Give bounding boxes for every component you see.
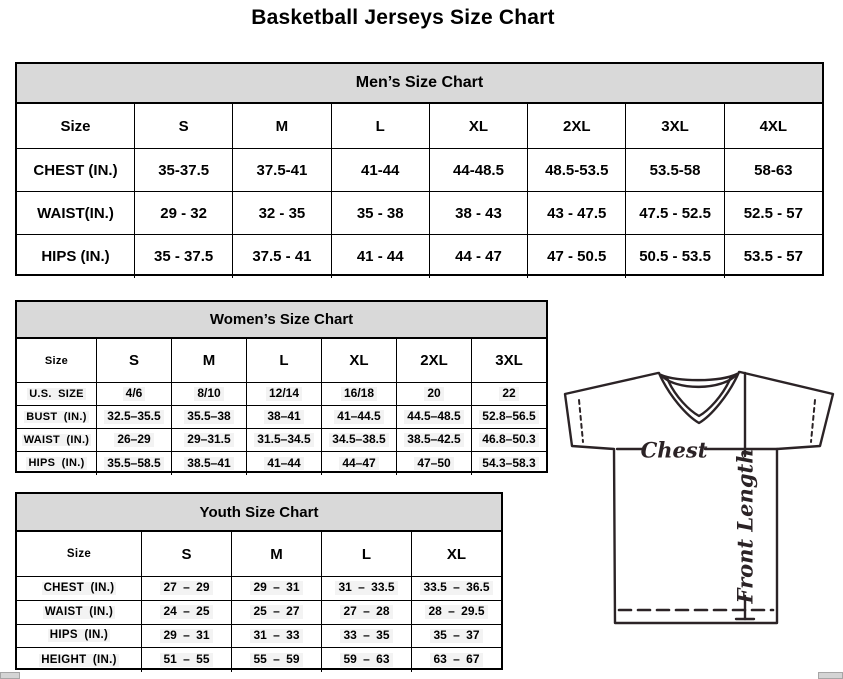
value-cell: 47 - 50.5	[528, 235, 626, 278]
value-cell	[232, 648, 322, 672]
value-cell: 50.5 - 53.5	[626, 235, 724, 278]
corner-cell: Size	[17, 339, 97, 382]
cell-value: 54.3–58.3	[479, 457, 538, 471]
value-cell: 35-37.5	[135, 149, 233, 191]
cell-value: 31.5–34.5	[254, 433, 313, 447]
mens-size-table	[15, 62, 824, 276]
value-cell	[322, 429, 397, 451]
cell-value: U.S. SIZE	[29, 387, 84, 400]
value-cell	[172, 429, 247, 451]
cell-value: 4/6	[123, 387, 146, 401]
size-header-cell: M	[172, 339, 247, 382]
cell-value: 59 – 63	[340, 653, 392, 667]
table-row	[17, 149, 822, 192]
value-cell	[412, 648, 501, 672]
value-cell	[97, 429, 172, 451]
size-header-cell: M	[232, 532, 322, 576]
size-header-cell: 2XL	[528, 104, 626, 148]
row-label-cell	[17, 406, 97, 428]
cell-value: 26–29	[114, 433, 153, 447]
size-header-row	[17, 339, 546, 383]
value-cell: 53.5-58	[626, 149, 724, 191]
cell-value: 35.5–58.5	[104, 457, 163, 471]
row-label-cell	[17, 383, 97, 405]
cell-value: 55 – 59	[250, 653, 302, 667]
table-row	[17, 406, 546, 429]
value-cell: 37.5-41	[233, 149, 331, 191]
value-cell	[97, 406, 172, 428]
size-header-cell: S	[135, 104, 233, 148]
value-cell	[412, 601, 501, 624]
value-cell	[142, 601, 232, 624]
value-cell	[322, 452, 397, 475]
size-header-cell: 2XL	[397, 339, 472, 382]
value-cell	[232, 625, 322, 648]
size-header-cell: 3XL	[626, 104, 724, 148]
value-cell: 43 - 47.5	[528, 192, 626, 234]
value-cell	[472, 406, 546, 428]
row-label-cell	[17, 452, 97, 475]
cell-value: 44.5–48.5	[404, 410, 463, 424]
cell-value: 47–50	[414, 457, 453, 471]
size-header-cell: XL	[430, 104, 528, 148]
size-header-cell: L	[332, 104, 430, 148]
value-cell: 44 - 47	[430, 235, 528, 278]
value-cell	[232, 577, 322, 600]
value-cell	[397, 383, 472, 405]
value-cell	[472, 452, 546, 475]
page-title: Basketball Jerseys Size Chart	[251, 6, 555, 29]
value-cell	[172, 406, 247, 428]
table-row	[17, 235, 822, 278]
row-label-cell	[17, 601, 142, 624]
cell-value: WAIST (IN.)	[44, 605, 114, 618]
value-cell	[322, 406, 397, 428]
cell-value: 29 – 31	[250, 581, 302, 595]
table-row	[17, 625, 501, 649]
size-header-cell: L	[322, 532, 412, 576]
cell-value: 31 – 33.5	[335, 581, 397, 595]
value-cell	[142, 577, 232, 600]
value-cell	[472, 383, 546, 405]
row-label-cell: HIPS (IN.)	[17, 235, 135, 278]
value-cell	[397, 406, 472, 428]
cell-value: 33.5 – 36.5	[420, 581, 492, 595]
cell-value: 35.5–38	[184, 410, 233, 424]
value-cell: 52.5 - 57	[743, 204, 803, 222]
youth-size-table	[15, 492, 503, 670]
size-header-cell: 4XL	[759, 117, 788, 135]
cell-value: 41–44	[264, 457, 303, 471]
value-cell: 29 - 32	[135, 192, 233, 234]
cell-value: 29–31.5	[184, 433, 233, 447]
corner-cell: Size	[17, 104, 135, 148]
value-cell	[97, 452, 172, 475]
table-title: Men’s Size Chart	[17, 64, 822, 104]
cell-value: 51 – 55	[160, 653, 212, 667]
row-label-cell	[17, 429, 97, 451]
table-row	[17, 383, 546, 406]
cell-value: WAIST (IN.)	[23, 433, 90, 446]
value-cell	[397, 452, 472, 475]
value-cell	[247, 429, 322, 451]
cell-value: 12/14	[266, 387, 302, 401]
value-cell: 41-44	[332, 149, 430, 191]
value-cell	[322, 648, 412, 672]
cell-value: 33 – 35	[340, 629, 392, 643]
value-cell	[232, 601, 322, 624]
cell-value: 52.8–56.5	[479, 410, 538, 424]
row-label-cell	[17, 577, 142, 600]
cell-value: HIPS (IN.)	[49, 629, 109, 642]
cell-value: 41–44.5	[334, 410, 383, 424]
size-header-cell: S	[142, 532, 232, 576]
value-cell	[322, 577, 412, 600]
value-cell	[322, 601, 412, 624]
cell-value: 16/18	[341, 387, 377, 401]
cell-value: 28 – 29.5	[425, 605, 487, 619]
size-header-cell: XL	[322, 339, 397, 382]
row-label-cell: WAIST(IN.)	[17, 192, 135, 234]
value-cell	[172, 452, 247, 475]
cell-value: 31 – 33	[250, 629, 302, 643]
cell-value: 34.5–38.5	[329, 433, 388, 447]
horizontal-scrollbar-fragment-right[interactable]	[818, 672, 843, 679]
value-cell	[247, 383, 322, 405]
value-cell	[172, 383, 247, 405]
value-cell	[247, 452, 322, 475]
cell-value: 38.5–41	[184, 457, 233, 471]
horizontal-scrollbar-fragment-left[interactable]	[0, 672, 20, 679]
cell-value: 8/10	[194, 387, 223, 401]
value-cell: 38 - 43	[430, 192, 528, 234]
table-title: Youth Size Chart	[17, 494, 501, 532]
corner-cell: Size	[17, 532, 142, 576]
value-cell: 41 - 44	[332, 235, 430, 278]
cell-value: 44–47	[339, 457, 378, 471]
front-length-label: Front Length	[732, 448, 758, 604]
size-header-row	[17, 532, 501, 577]
chest-label: Chest	[640, 437, 708, 463]
value-cell: 58-63	[754, 161, 793, 179]
womens-size-table	[15, 300, 548, 473]
size-header-cell: XL	[446, 545, 467, 563]
value-cell: 53.5 - 57	[743, 248, 803, 265]
cell-value: 25 – 27	[250, 605, 302, 619]
table-row	[17, 601, 501, 625]
table-row	[17, 429, 546, 452]
jersey-measurement-diagram	[555, 360, 843, 679]
value-cell: 48.5-53.5	[528, 149, 626, 191]
table-row	[17, 452, 546, 475]
value-cell	[412, 625, 501, 648]
size-header-cell: M	[233, 104, 331, 148]
value-cell	[97, 383, 172, 405]
value-cell	[472, 429, 546, 451]
value-cell: 35 - 38	[332, 192, 430, 234]
size-header-cell: L	[247, 339, 322, 382]
row-label-cell	[17, 625, 142, 648]
cell-value: 32.5–35.5	[104, 410, 163, 424]
cell-value: 38.5–42.5	[404, 433, 463, 447]
cell-value: 35 – 37	[430, 629, 482, 643]
value-cell: 47.5 - 52.5	[626, 192, 724, 234]
table-row	[17, 577, 501, 601]
cell-value: HIPS (IN.)	[28, 457, 85, 470]
jersey-outline-icon	[565, 372, 833, 623]
table-title: Women’s Size Chart	[17, 302, 546, 339]
size-header-row	[17, 104, 822, 149]
cell-value: 63 – 67	[430, 653, 482, 667]
value-cell	[142, 625, 232, 648]
cell-value: BUST (IN.)	[26, 410, 87, 423]
value-cell: 35 - 37.5	[135, 235, 233, 278]
cell-value: 29 – 31	[160, 629, 212, 643]
cell-value: 22	[499, 387, 518, 401]
value-cell	[397, 429, 472, 451]
cell-value: 27 – 29	[160, 581, 212, 595]
cell-value: CHEST (IN.)	[43, 581, 115, 594]
size-header-cell: 3XL	[495, 352, 523, 369]
value-cell: 32 - 35	[233, 192, 331, 234]
value-cell	[322, 625, 412, 648]
size-header-cell: S	[97, 339, 172, 382]
cell-value: HEIGHT (IN.)	[41, 653, 117, 666]
value-cell	[247, 406, 322, 428]
table-row	[17, 648, 501, 672]
value-cell: 37.5 - 41	[233, 235, 331, 278]
value-cell	[142, 648, 232, 672]
cell-value: 24 – 25	[160, 605, 212, 619]
value-cell	[322, 383, 397, 405]
cell-value: 27 – 28	[340, 605, 392, 619]
row-label-cell	[17, 648, 142, 672]
value-cell	[412, 577, 501, 600]
cell-value: 20	[424, 387, 443, 401]
value-cell: 44-48.5	[430, 149, 528, 191]
row-label-cell: CHEST (IN.)	[17, 149, 135, 191]
cell-value: 38–41	[264, 410, 303, 424]
cell-value: 46.8–50.3	[479, 433, 538, 447]
table-row	[17, 192, 822, 235]
